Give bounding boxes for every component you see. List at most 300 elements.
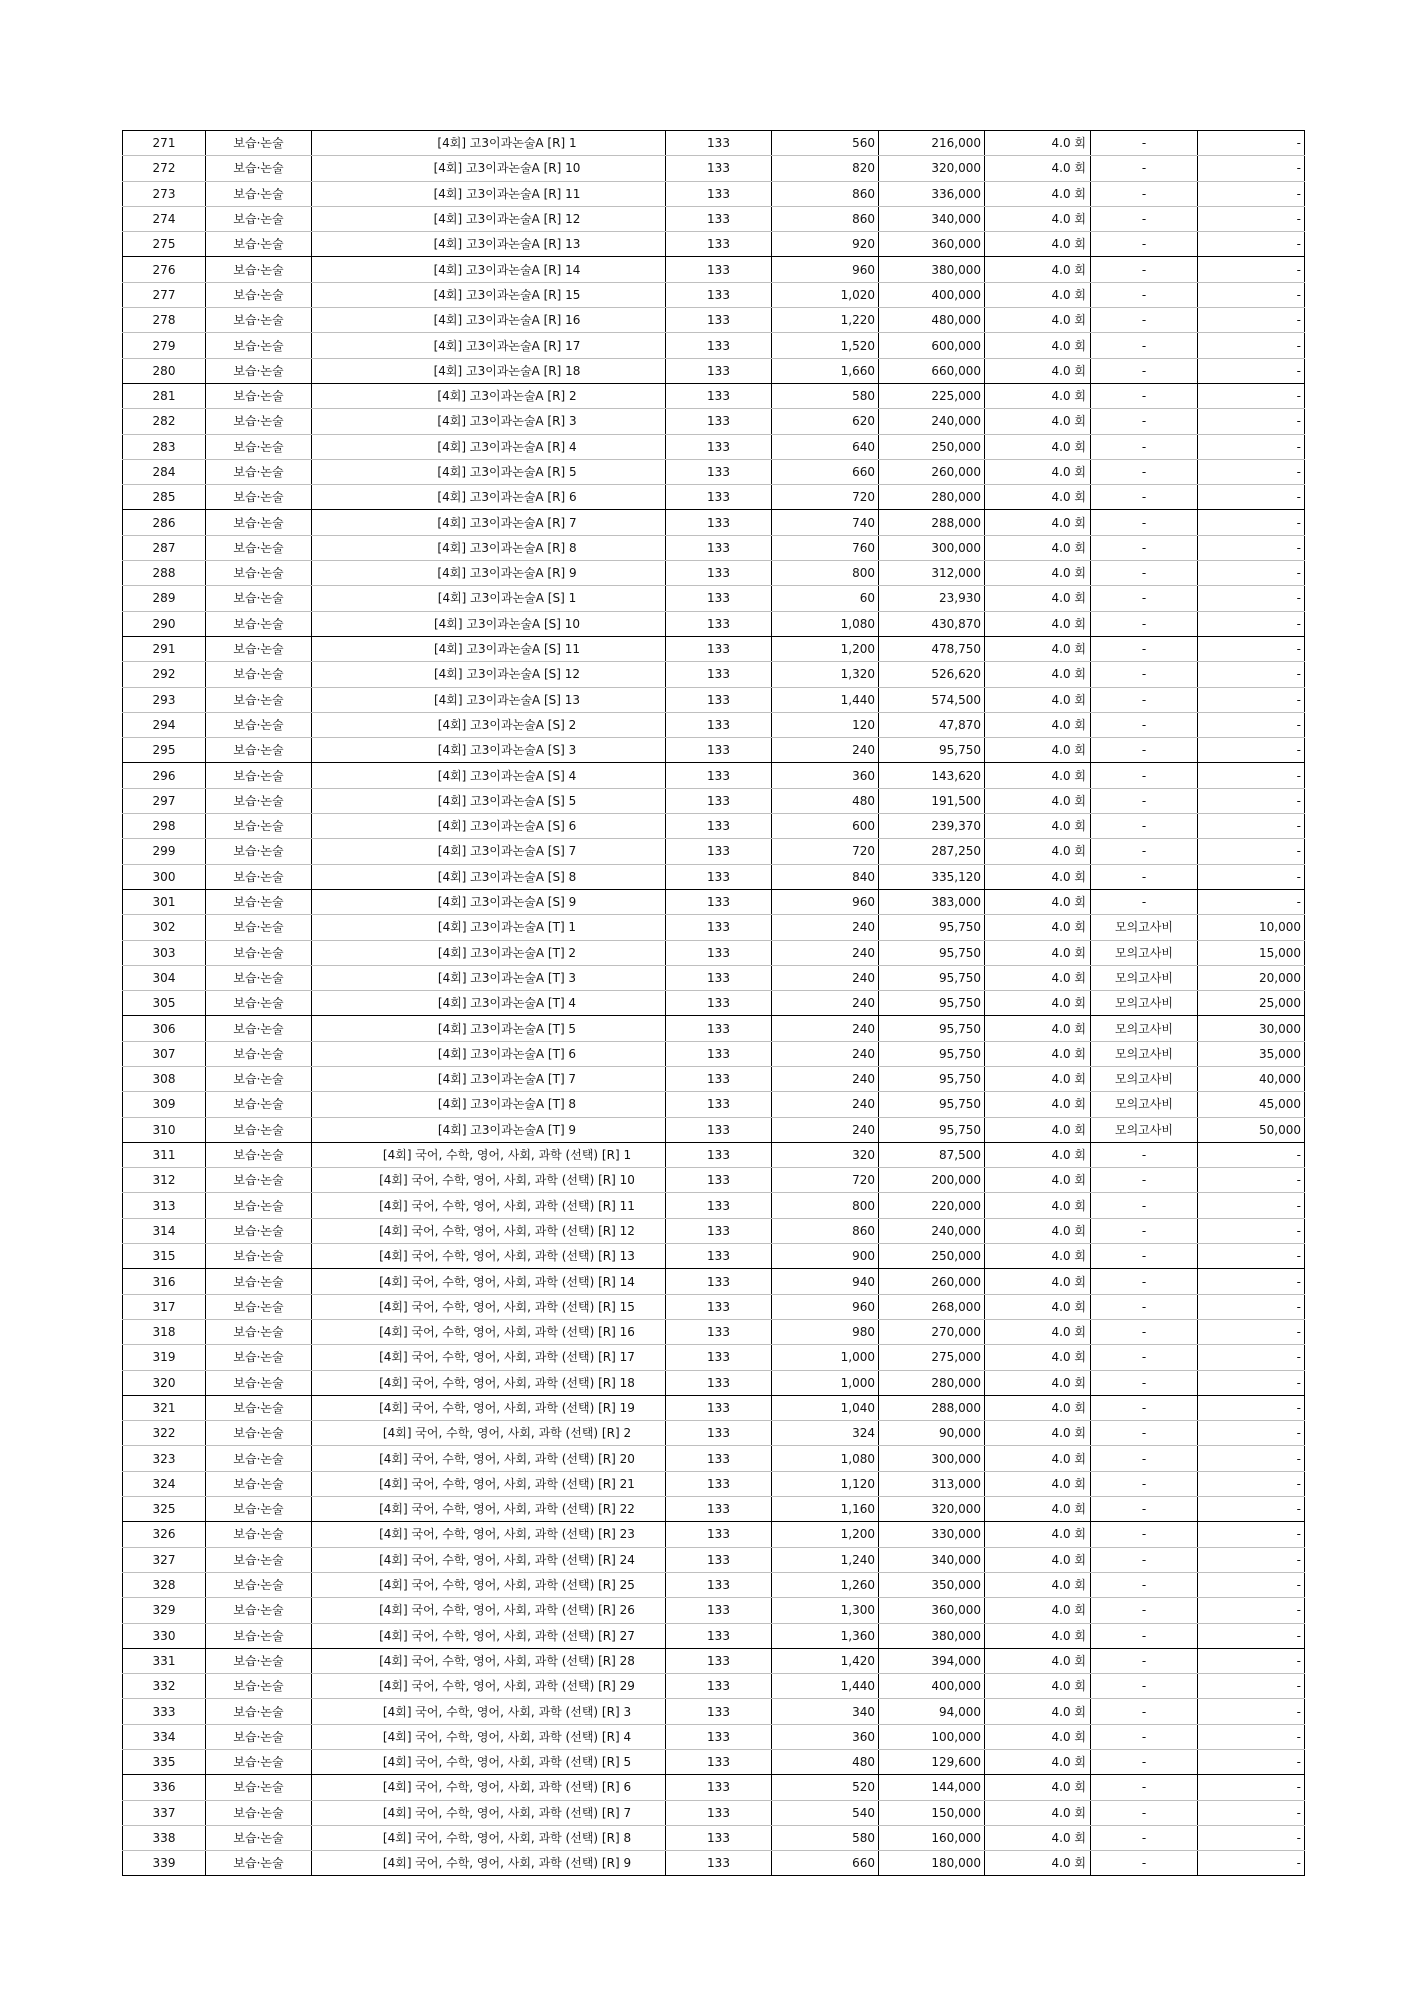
hours-cell: 133 [666,1800,772,1825]
amount-cell: 216,000 [879,131,985,156]
row-number-cell: 291 [123,636,206,661]
course-name-cell: [4회] 국어, 수학, 영어, 사회, 과학 (선택) [R] 8 [312,1825,666,1850]
table-row [123,687,1305,712]
extra-fee-type-cell: - [1091,1193,1198,1218]
amount-cell: 95,750 [879,1092,985,1117]
hours-cell: 133 [666,1421,772,1446]
row-number-cell: 310 [123,1117,206,1142]
count-cell: 1,320 [772,662,879,687]
frequency-cell: 4.0 회 [985,1168,1091,1193]
frequency-cell: 4.0 회 [985,889,1091,914]
count-cell: 1,120 [772,1471,879,1496]
course-name-cell: [4회] 고3이과논술A [R] 1 [312,131,666,156]
category-cell: 보습·논술 [206,662,312,687]
table-row [123,1193,1305,1218]
frequency-cell: 4.0 회 [985,1117,1091,1142]
category-cell: 보습·논술 [206,586,312,611]
category-cell: 보습·논술 [206,1446,312,1471]
category-cell: 보습·논술 [206,1825,312,1850]
row-number-cell: 300 [123,864,206,889]
course-name-cell: [4회] 국어, 수학, 영어, 사회, 과학 (선택) [R] 23 [312,1522,666,1547]
category-cell: 보습·논술 [206,1547,312,1572]
table-row [123,181,1305,206]
extra-fee-type-cell: - [1091,561,1198,586]
extra-fee-cell: - [1198,687,1305,712]
row-number-cell: 313 [123,1193,206,1218]
course-name-cell: [4회] 고3이과논술A [R] 7 [312,510,666,535]
amount-cell: 47,870 [879,712,985,737]
extra-fee-cell: 25,000 [1198,991,1305,1016]
extra-fee-type-cell: - [1091,206,1198,231]
amount-cell: 280,000 [879,1370,985,1395]
row-number-cell: 337 [123,1800,206,1825]
tuition-table [122,130,1305,1876]
hours-cell: 133 [666,940,772,965]
extra-fee-cell: - [1198,1497,1305,1522]
course-name-cell: [4회] 국어, 수학, 영어, 사회, 과학 (선택) [R] 3 [312,1699,666,1724]
category-cell: 보습·논술 [206,1497,312,1522]
amount-cell: 250,000 [879,1244,985,1269]
hours-cell: 133 [666,561,772,586]
table-row [123,1269,1305,1294]
frequency-cell: 4.0 회 [985,1572,1091,1597]
frequency-cell: 4.0 회 [985,712,1091,737]
frequency-cell: 4.0 회 [985,1421,1091,1446]
hours-cell: 133 [666,1244,772,1269]
frequency-cell: 4.0 회 [985,131,1091,156]
category-cell: 보습·논술 [206,1193,312,1218]
table-row [123,1345,1305,1370]
category-cell: 보습·논술 [206,1724,312,1749]
category-cell: 보습·논술 [206,1572,312,1597]
extra-fee-type-cell: - [1091,156,1198,181]
extra-fee-cell: 40,000 [1198,1066,1305,1091]
table-row [123,535,1305,560]
table-row [123,1446,1305,1471]
hours-cell: 133 [666,434,772,459]
category-cell: 보습·논술 [206,687,312,712]
extra-fee-cell: - [1198,1319,1305,1344]
table-row [123,1674,1305,1699]
count-cell: 980 [772,1319,879,1344]
course-name-cell: [4회] 국어, 수학, 영어, 사회, 과학 (선택) [R] 7 [312,1800,666,1825]
table-body [123,131,1305,1876]
row-number-cell: 316 [123,1269,206,1294]
category-cell: 보습·논술 [206,1142,312,1167]
table-row [123,257,1305,282]
hours-cell: 133 [666,738,772,763]
hours-cell: 133 [666,1193,772,1218]
category-cell: 보습·논술 [206,636,312,661]
amount-cell: 95,750 [879,1016,985,1041]
extra-fee-type-cell: 모의고사비 [1091,1016,1198,1041]
course-name-cell: [4회] 국어, 수학, 영어, 사회, 과학 (선택) [R] 20 [312,1446,666,1471]
course-name-cell: [4회] 고3이과논술A [S] 12 [312,662,666,687]
course-name-cell: [4회] 고3이과논술A [R] 18 [312,358,666,383]
hours-cell: 133 [666,788,772,813]
hours-cell: 133 [666,1724,772,1749]
hours-cell: 133 [666,712,772,737]
count-cell: 1,160 [772,1497,879,1522]
amount-cell: 150,000 [879,1800,985,1825]
amount-cell: 95,750 [879,965,985,990]
extra-fee-cell: - [1198,1623,1305,1648]
frequency-cell: 4.0 회 [985,1345,1091,1370]
table-row [123,1066,1305,1091]
row-number-cell: 338 [123,1825,206,1850]
category-cell: 보습·논술 [206,788,312,813]
category-cell: 보습·논술 [206,535,312,560]
row-number-cell: 304 [123,965,206,990]
extra-fee-cell: - [1198,206,1305,231]
hours-cell: 133 [666,864,772,889]
hours-cell: 133 [666,358,772,383]
extra-fee-type-cell: - [1091,485,1198,510]
count-cell: 320 [772,1142,879,1167]
extra-fee-type-cell: - [1091,333,1198,358]
extra-fee-cell: - [1198,839,1305,864]
extra-fee-type-cell: 모의고사비 [1091,991,1198,1016]
row-number-cell: 318 [123,1319,206,1344]
category-cell: 보습·논술 [206,1319,312,1344]
count-cell: 860 [772,206,879,231]
count-cell: 1,520 [772,333,879,358]
count-cell: 900 [772,1244,879,1269]
category-cell: 보습·논술 [206,510,312,535]
amount-cell: 95,750 [879,1041,985,1066]
hours-cell: 133 [666,814,772,839]
frequency-cell: 4.0 회 [985,1471,1091,1496]
extra-fee-type-cell: 모의고사비 [1091,965,1198,990]
extra-fee-cell: - [1198,738,1305,763]
count-cell: 720 [772,839,879,864]
amount-cell: 330,000 [879,1522,985,1547]
row-number-cell: 299 [123,839,206,864]
category-cell: 보습·논술 [206,131,312,156]
extra-fee-cell: - [1198,561,1305,586]
course-name-cell: [4회] 고3이과논술A [S] 10 [312,611,666,636]
table-row [123,434,1305,459]
extra-fee-cell: - [1198,1572,1305,1597]
course-name-cell: [4회] 국어, 수학, 영어, 사회, 과학 (선택) [R] 16 [312,1319,666,1344]
count-cell: 1,420 [772,1648,879,1673]
count-cell: 1,220 [772,308,879,333]
extra-fee-type-cell: - [1091,1800,1198,1825]
extra-fee-cell: - [1198,409,1305,434]
row-number-cell: 339 [123,1851,206,1876]
frequency-cell: 4.0 회 [985,1016,1091,1041]
table-row [123,864,1305,889]
category-cell: 보습·논술 [206,257,312,282]
hours-cell: 133 [666,1319,772,1344]
hours-cell: 133 [666,1446,772,1471]
extra-fee-type-cell: - [1091,1446,1198,1471]
frequency-cell: 4.0 회 [985,1092,1091,1117]
extra-fee-cell: - [1198,1370,1305,1395]
category-cell: 보습·논술 [206,1066,312,1091]
hours-cell: 133 [666,383,772,408]
row-number-cell: 320 [123,1370,206,1395]
extra-fee-cell: - [1198,1775,1305,1800]
amount-cell: 143,620 [879,763,985,788]
frequency-cell: 4.0 회 [985,662,1091,687]
extra-fee-type-cell: - [1091,383,1198,408]
extra-fee-type-cell: - [1091,662,1198,687]
frequency-cell: 4.0 회 [985,636,1091,661]
extra-fee-type-cell: 모의고사비 [1091,1041,1198,1066]
extra-fee-cell: 30,000 [1198,1016,1305,1041]
course-name-cell: [4회] 고3이과논술A [T] 8 [312,1092,666,1117]
course-name-cell: [4회] 고3이과논술A [R] 17 [312,333,666,358]
count-cell: 1,440 [772,687,879,712]
amount-cell: 94,000 [879,1699,985,1724]
amount-cell: 95,750 [879,940,985,965]
course-name-cell: [4회] 고3이과논술A [R] 12 [312,206,666,231]
course-name-cell: [4회] 국어, 수학, 영어, 사회, 과학 (선택) [R] 17 [312,1345,666,1370]
frequency-cell: 4.0 회 [985,358,1091,383]
amount-cell: 400,000 [879,1674,985,1699]
frequency-cell: 4.0 회 [985,282,1091,307]
frequency-cell: 4.0 회 [985,1142,1091,1167]
table-row [123,662,1305,687]
hours-cell: 133 [666,611,772,636]
frequency-cell: 4.0 회 [985,1218,1091,1243]
table-row [123,1142,1305,1167]
extra-fee-type-cell: 모의고사비 [1091,1066,1198,1091]
extra-fee-cell: - [1198,535,1305,560]
amount-cell: 340,000 [879,206,985,231]
table-row [123,333,1305,358]
amount-cell: 478,750 [879,636,985,661]
table-row [123,131,1305,156]
course-name-cell: [4회] 고3이과논술A [S] 5 [312,788,666,813]
category-cell: 보습·논술 [206,712,312,737]
amount-cell: 660,000 [879,358,985,383]
frequency-cell: 4.0 회 [985,991,1091,1016]
row-number-cell: 317 [123,1294,206,1319]
extra-fee-cell: - [1198,1421,1305,1446]
amount-cell: 200,000 [879,1168,985,1193]
course-name-cell: [4회] 국어, 수학, 영어, 사회, 과학 (선택) [R] 25 [312,1572,666,1597]
hours-cell: 133 [666,409,772,434]
course-name-cell: [4회] 국어, 수학, 영어, 사회, 과학 (선택) [R] 11 [312,1193,666,1218]
extra-fee-cell: - [1198,1294,1305,1319]
count-cell: 60 [772,586,879,611]
extra-fee-type-cell: - [1091,1598,1198,1623]
row-number-cell: 274 [123,206,206,231]
amount-cell: 90,000 [879,1421,985,1446]
category-cell: 보습·논술 [206,915,312,940]
amount-cell: 350,000 [879,1572,985,1597]
row-number-cell: 336 [123,1775,206,1800]
table-row [123,1825,1305,1850]
extra-fee-type-cell: - [1091,434,1198,459]
amount-cell: 335,120 [879,864,985,889]
amount-cell: 95,750 [879,1066,985,1091]
row-number-cell: 293 [123,687,206,712]
extra-fee-cell: - [1198,282,1305,307]
frequency-cell: 4.0 회 [985,1370,1091,1395]
frequency-cell: 4.0 회 [985,611,1091,636]
course-name-cell: [4회] 국어, 수학, 영어, 사회, 과학 (선택) [R] 4 [312,1724,666,1749]
amount-cell: 275,000 [879,1345,985,1370]
category-cell: 보습·논술 [206,1699,312,1724]
extra-fee-type-cell: - [1091,1218,1198,1243]
course-name-cell: [4회] 고3이과논술A [R] 5 [312,459,666,484]
table-row [123,1851,1305,1876]
count-cell: 1,440 [772,1674,879,1699]
amount-cell: 23,930 [879,586,985,611]
hours-cell: 133 [666,282,772,307]
extra-fee-cell: - [1198,1800,1305,1825]
course-name-cell: [4회] 국어, 수학, 영어, 사회, 과학 (선택) [R] 6 [312,1775,666,1800]
extra-fee-cell: - [1198,485,1305,510]
amount-cell: 225,000 [879,383,985,408]
amount-cell: 336,000 [879,181,985,206]
frequency-cell: 4.0 회 [985,965,1091,990]
frequency-cell: 4.0 회 [985,1066,1091,1091]
hours-cell: 133 [666,485,772,510]
hours-cell: 133 [666,889,772,914]
hours-cell: 133 [666,1269,772,1294]
course-name-cell: [4회] 고3이과논술A [S] 1 [312,586,666,611]
hours-cell: 133 [666,991,772,1016]
course-name-cell: [4회] 고3이과논술A [R] 9 [312,561,666,586]
course-name-cell: [4회] 고3이과논술A [R] 2 [312,383,666,408]
count-cell: 1,260 [772,1572,879,1597]
extra-fee-cell: - [1198,636,1305,661]
extra-fee-cell: - [1198,232,1305,257]
frequency-cell: 4.0 회 [985,1547,1091,1572]
extra-fee-cell: - [1198,1142,1305,1167]
extra-fee-type-cell: - [1091,232,1198,257]
amount-cell: 313,000 [879,1471,985,1496]
extra-fee-cell: - [1198,889,1305,914]
course-name-cell: [4회] 고3이과논술A [R] 15 [312,282,666,307]
frequency-cell: 4.0 회 [985,1244,1091,1269]
hours-cell: 133 [666,1547,772,1572]
extra-fee-cell: - [1198,864,1305,889]
frequency-cell: 4.0 회 [985,1750,1091,1775]
course-name-cell: [4회] 고3이과논술A [R] 14 [312,257,666,282]
category-cell: 보습·논술 [206,1269,312,1294]
count-cell: 540 [772,1800,879,1825]
hours-cell: 133 [666,839,772,864]
table-row [123,1016,1305,1041]
amount-cell: 300,000 [879,1446,985,1471]
extra-fee-cell: - [1198,1193,1305,1218]
frequency-cell: 4.0 회 [985,1269,1091,1294]
hours-cell: 133 [666,915,772,940]
amount-cell: 383,000 [879,889,985,914]
table-row [123,839,1305,864]
extra-fee-type-cell: - [1091,1421,1198,1446]
course-name-cell: [4회] 고3이과논술A [S] 7 [312,839,666,864]
frequency-cell: 4.0 회 [985,1041,1091,1066]
table-row [123,1041,1305,1066]
category-cell: 보습·논술 [206,1851,312,1876]
amount-cell: 280,000 [879,485,985,510]
row-number-cell: 275 [123,232,206,257]
count-cell: 240 [772,915,879,940]
course-name-cell: [4회] 고3이과논술A [T] 1 [312,915,666,940]
extra-fee-type-cell: - [1091,282,1198,307]
extra-fee-type-cell: - [1091,181,1198,206]
extra-fee-type-cell: - [1091,864,1198,889]
hours-cell: 133 [666,1699,772,1724]
hours-cell: 133 [666,1168,772,1193]
category-cell: 보습·논술 [206,156,312,181]
amount-cell: 288,000 [879,510,985,535]
course-name-cell: [4회] 국어, 수학, 영어, 사회, 과학 (선택) [R] 27 [312,1623,666,1648]
extra-fee-type-cell: - [1091,535,1198,560]
frequency-cell: 4.0 회 [985,1800,1091,1825]
table-row [123,1699,1305,1724]
hours-cell: 133 [666,1345,772,1370]
hours-cell: 133 [666,1092,772,1117]
extra-fee-cell: 10,000 [1198,915,1305,940]
extra-fee-type-cell: 모의고사비 [1091,915,1198,940]
count-cell: 360 [772,763,879,788]
count-cell: 240 [772,1066,879,1091]
row-number-cell: 309 [123,1092,206,1117]
row-number-cell: 306 [123,1016,206,1041]
table-row [123,156,1305,181]
table-row [123,738,1305,763]
extra-fee-type-cell: - [1091,1674,1198,1699]
count-cell: 720 [772,1168,879,1193]
course-name-cell: [4회] 고3이과논술A [S] 2 [312,712,666,737]
frequency-cell: 4.0 회 [985,1775,1091,1800]
amount-cell: 340,000 [879,1547,985,1572]
table-row [123,1092,1305,1117]
extra-fee-cell: - [1198,1851,1305,1876]
category-cell: 보습·논술 [206,1092,312,1117]
hours-cell: 133 [666,687,772,712]
extra-fee-type-cell: - [1091,1825,1198,1850]
extra-fee-type-cell: - [1091,1497,1198,1522]
course-name-cell: [4회] 국어, 수학, 영어, 사회, 과학 (선택) [R] 9 [312,1851,666,1876]
course-name-cell: [4회] 국어, 수학, 영어, 사회, 과학 (선택) [R] 18 [312,1370,666,1395]
course-name-cell: [4회] 고3이과논술A [R] 4 [312,434,666,459]
course-name-cell: [4회] 고3이과논술A [T] 7 [312,1066,666,1091]
hours-cell: 133 [666,1142,772,1167]
count-cell: 1,080 [772,1446,879,1471]
table-row [123,1294,1305,1319]
category-cell: 보습·논술 [206,1750,312,1775]
extra-fee-cell: - [1198,434,1305,459]
amount-cell: 320,000 [879,1497,985,1522]
extra-fee-cell: - [1198,383,1305,408]
extra-fee-type-cell: - [1091,1168,1198,1193]
hours-cell: 133 [666,1623,772,1648]
category-cell: 보습·논술 [206,1421,312,1446]
frequency-cell: 4.0 회 [985,434,1091,459]
hours-cell: 133 [666,965,772,990]
row-number-cell: 273 [123,181,206,206]
category-cell: 보습·논술 [206,965,312,990]
count-cell: 1,300 [772,1598,879,1623]
category-cell: 보습·논술 [206,1294,312,1319]
count-cell: 240 [772,1016,879,1041]
course-name-cell: [4회] 고3이과논술A [R] 13 [312,232,666,257]
count-cell: 324 [772,1421,879,1446]
frequency-cell: 4.0 회 [985,1294,1091,1319]
category-cell: 보습·논술 [206,814,312,839]
amount-cell: 260,000 [879,1269,985,1294]
table-row [123,383,1305,408]
row-number-cell: 272 [123,156,206,181]
